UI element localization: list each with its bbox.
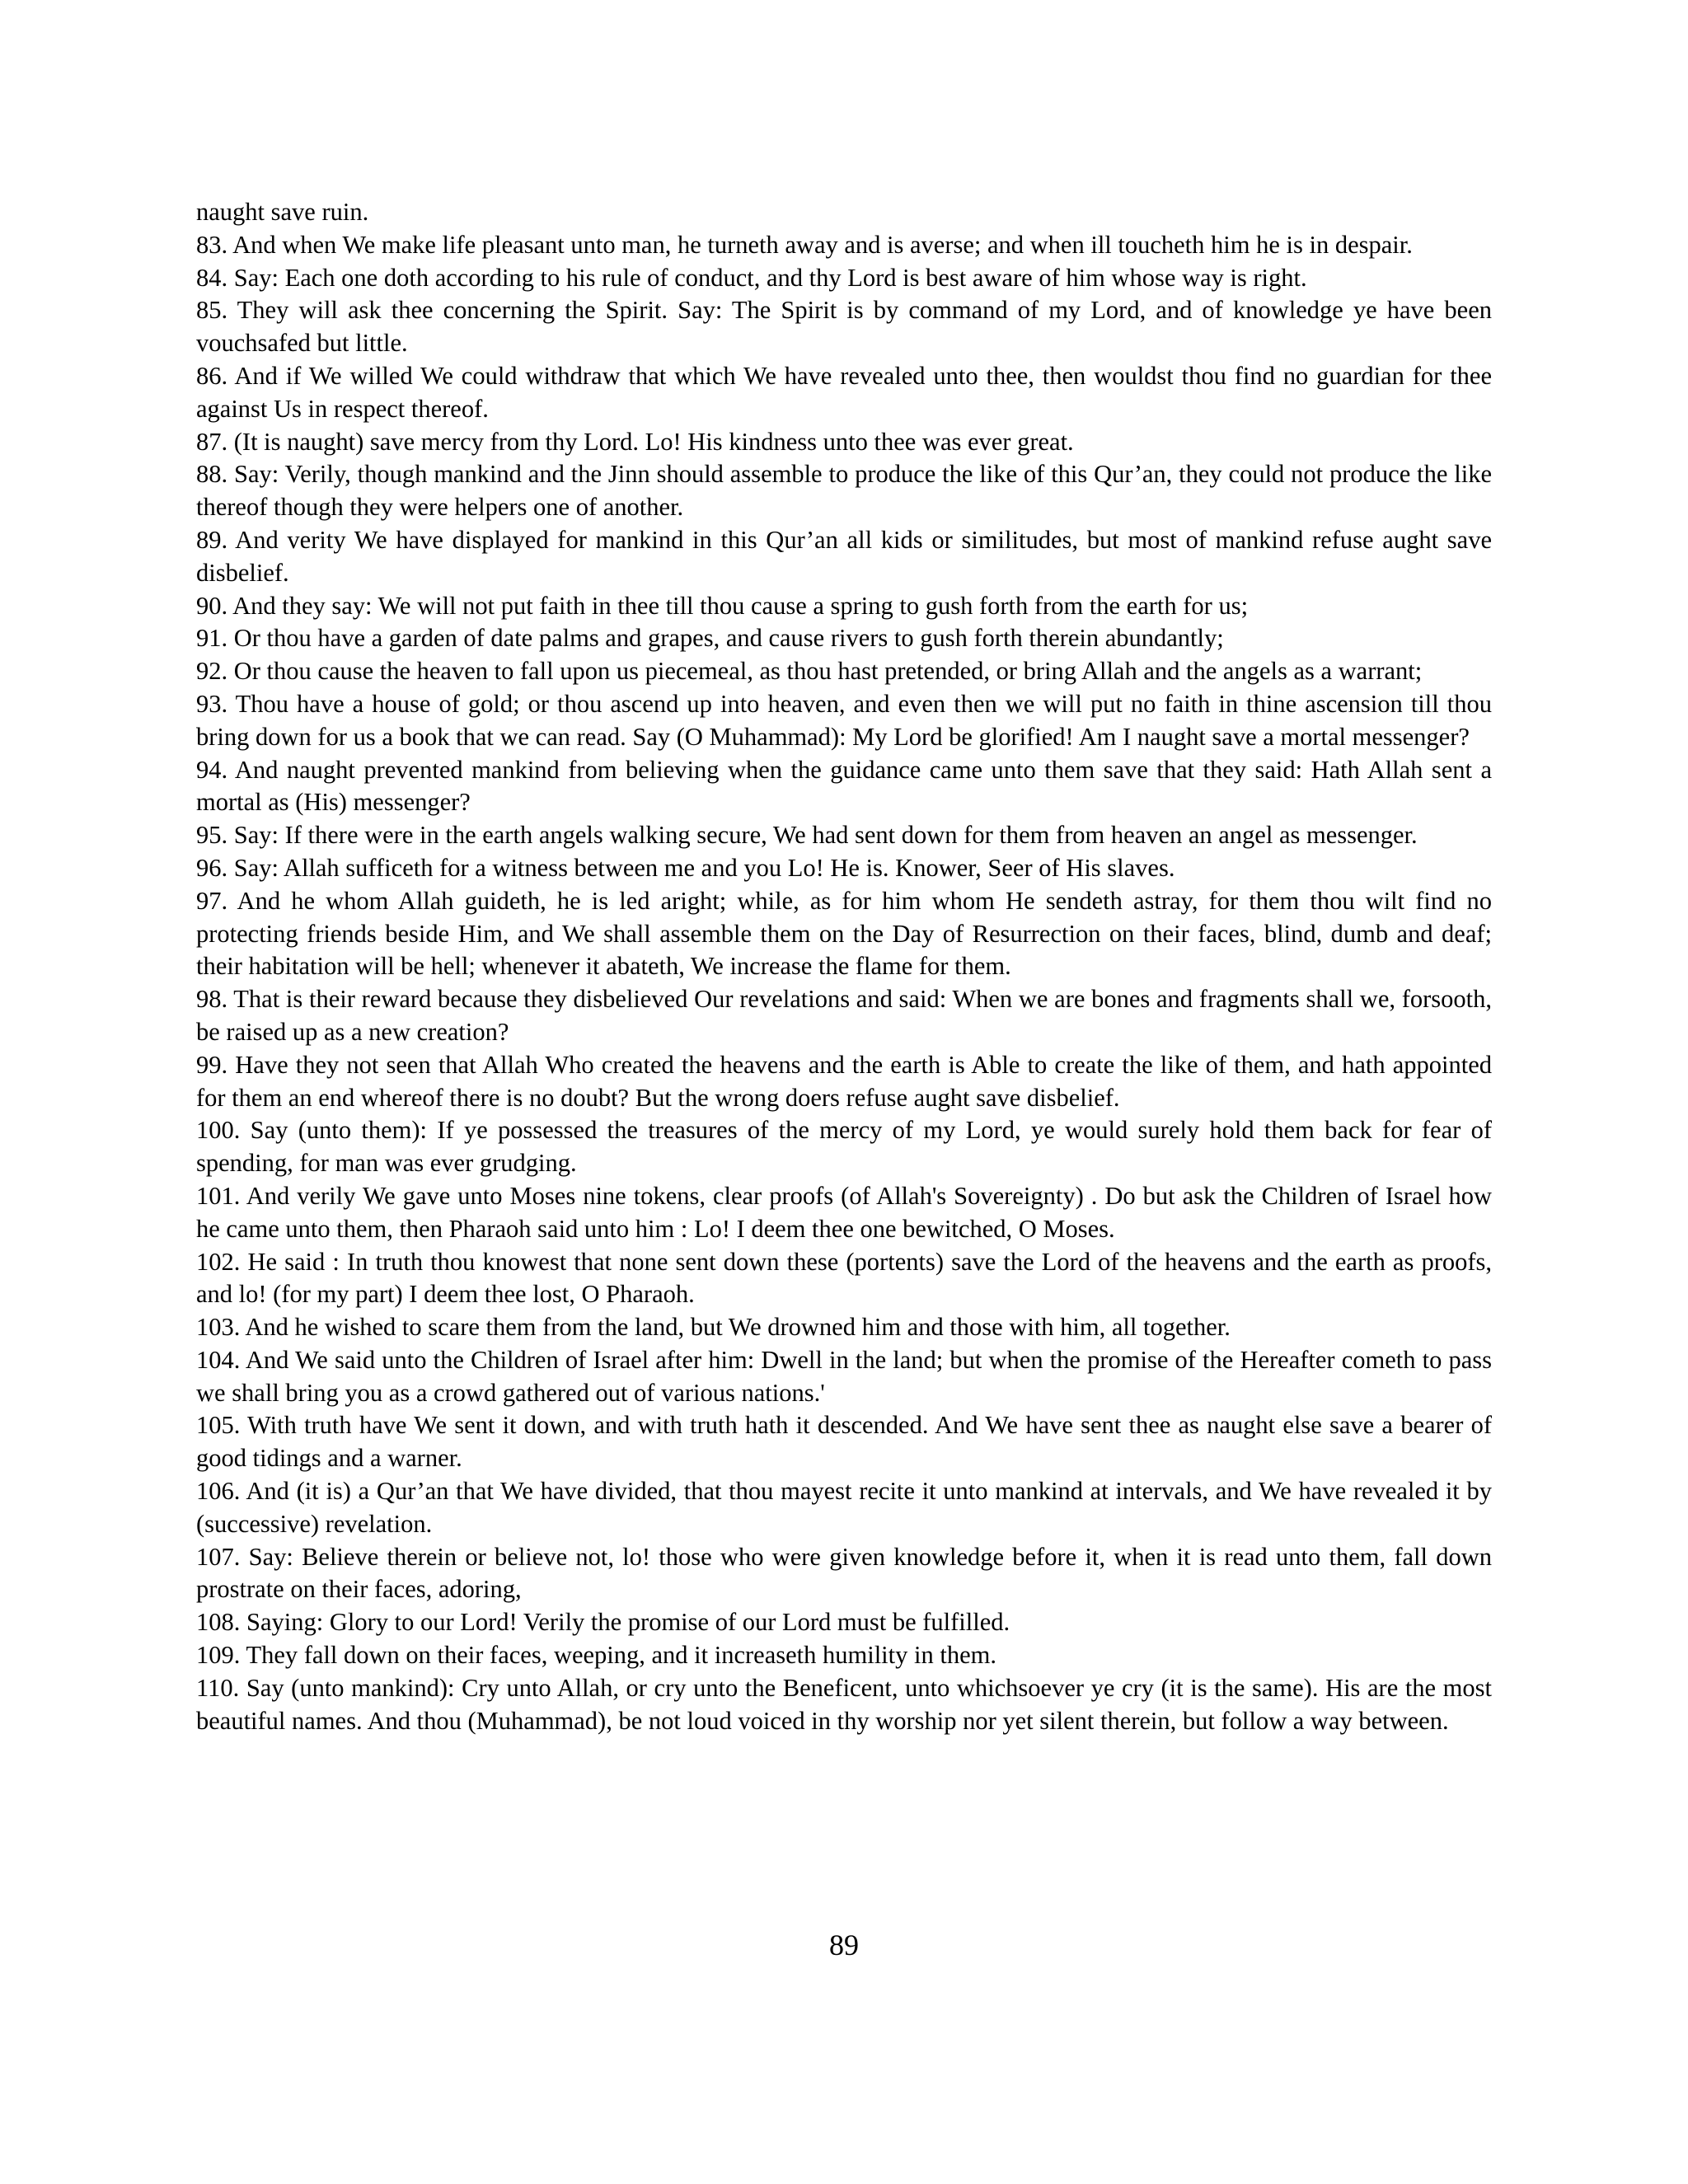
verse-88: 88. Say: Verily, though mankind and the Jinn should assemble to produce the like of this Qur’an, they could not produce the like thereof though they were helpers one of another. (196, 460, 1492, 522)
verse-87: 87. (It is naught) save mercy from thy Lord. Lo! His kindness unto thee was ever great. (196, 427, 1074, 456)
verse-107: 107. Say: Believe therein or believe not, lo! those who were given knowledge before it, when it is read unto them, fall down prostrate on their faces, adoring, (196, 1542, 1492, 1604)
verse-94: 94. And naught prevented mankind from believing when the guidance came unto them save that they said: Hath Allah sent a mortal as (His) messenger? (196, 755, 1492, 817)
verse-100: 100. Say (unto them): If ye possessed the treasures of the mercy of my Lord, ye would surely hold them back for fear of spending, for man was ever grudging. (196, 1116, 1492, 1178)
page-number: 89 (829, 1929, 859, 1961)
verse-106: 106. And (it is) a Qur’an that We have divided, that thou mayest recite it unto mankind at intervals, and We have revealed it by (successive) revelation. (196, 1477, 1492, 1538)
verse-98: 98. That is their reward because they disbelieved Our revelations and said: When we are bones and fragments shall we, forsooth, be raised up as a new creation? (196, 985, 1492, 1046)
verse-85: 85. They will ask thee concerning the Spirit. Say: The Spirit is by command of my Lord, and of knowledge ye have been vouchsafed but little. (196, 296, 1492, 358)
verse-text-block (196, 196, 1492, 1737)
verse-86: 86. And if We willed We could withdraw that which We have revealed unto thee, then wouldst thou find no guardian for thee against Us in respect thereof. (196, 361, 1492, 423)
verse-103: 103. And he wished to scare them from the land, but We drowned him and those with him, all together. (196, 1313, 1231, 1342)
verse-96: 96. Say: Allah sufficeth for a witness between me and you Lo! He is. Knower, Seer of His slaves. (196, 853, 1175, 882)
verse-97: 97. And he whom Allah guideth, he is led aright; while, as for him whom He sendeth astray, for them thou wilt find no protecting friends beside Him, and We shall assemble them on the Day of Resurrection on their faces, blind, dumb and deaf; their habitation will be hell; whenever it abateth, We increase the flame for them. (196, 886, 1492, 981)
verse-92: 92. Or thou cause the heaven to fall upon us piecemeal, as thou hast pretended, or bring Allah and the angels as a warrant; (196, 657, 1423, 686)
verse-110: 110. Say (unto mankind): Cry unto Allah, or cry unto the Beneficent, unto whichsoever ye cry (it is the same). His are the most beautiful names. And thou (Muhammad), be not loud voiced in thy worship nor yet silent therein, but follow a way between. (196, 1673, 1492, 1735)
verse-108: 108. Saying: Glory to our Lord! Verily the promise of our Lord must be fulfilled. (196, 1608, 1010, 1637)
verse-89: 89. And verity We have displayed for mankind in this Qur’an all kids or similitudes, but most of mankind refuse aught save disbelief. (196, 525, 1492, 587)
verse-109: 109. They fall down on their faces, weeping, and it increaseth humility in them. (196, 1641, 996, 1670)
verse-83: 83. And when We make life pleasant unto man, he turneth away and is averse; and when ill toucheth him he is in despair. (196, 230, 1413, 259)
verse-84: 84. Say: Each one doth according to his rule of conduct, and thy Lord is best aware of him whose way is right. (196, 263, 1307, 292)
verse-90: 90. And they say: We will not put faith in thee till thou cause a spring to gush forth from the earth for us; (196, 591, 1249, 620)
verse-91: 91. Or thou have a garden of date palms and grapes, and cause rivers to gush forth therein abundantly; (196, 624, 1224, 653)
verse-99: 99. Have they not seen that Allah Who created the heavens and the earth is Able to create the like of them, and hath appointed for them an end whereof there is no doubt? But the wrong doers refuse aught save disbelief. (196, 1050, 1492, 1112)
verse-104: 104. And We said unto the Children of Israel after him: Dwell in the land; but when the promise of the Hereafter cometh to pass we shall bring you as a crowd gathered out of various nations.' (196, 1345, 1492, 1407)
verse-105: 105. With truth have We sent it down, and with truth hath it descended. And We have sent thee as naught else save a bearer of good tidings and a warner. (196, 1411, 1492, 1473)
verse-93: 93. Thou have a house of gold; or thou ascend up into heaven, and even then we will put no faith in thine ascension till thou bring down for us a book that we can read. Say (O Muhammad): My Lord be glorified! Am I naught save a mortal messenger? (196, 689, 1492, 751)
verse-95: 95. Say: If there were in the earth angels walking secure, We had sent down for them from heaven an angel as messenger. (196, 821, 1418, 850)
verse-102: 102. He said : In truth thou knowest that none sent down these (portents) save the Lord of the heavens and the earth as proofs, and lo! (for my part) I deem thee lost, O Pharaoh. (196, 1247, 1492, 1309)
verse-continuation: naught save ruin. (196, 198, 369, 226)
verse-101: 101. And verily We gave unto Moses nine tokens, clear proofs (of Allah's Sovereignty) . Do but ask the Children of Israel how he came unto them, then Pharaoh said unto him : Lo! I deem thee one bewitched, O Moses. (196, 1181, 1492, 1243)
